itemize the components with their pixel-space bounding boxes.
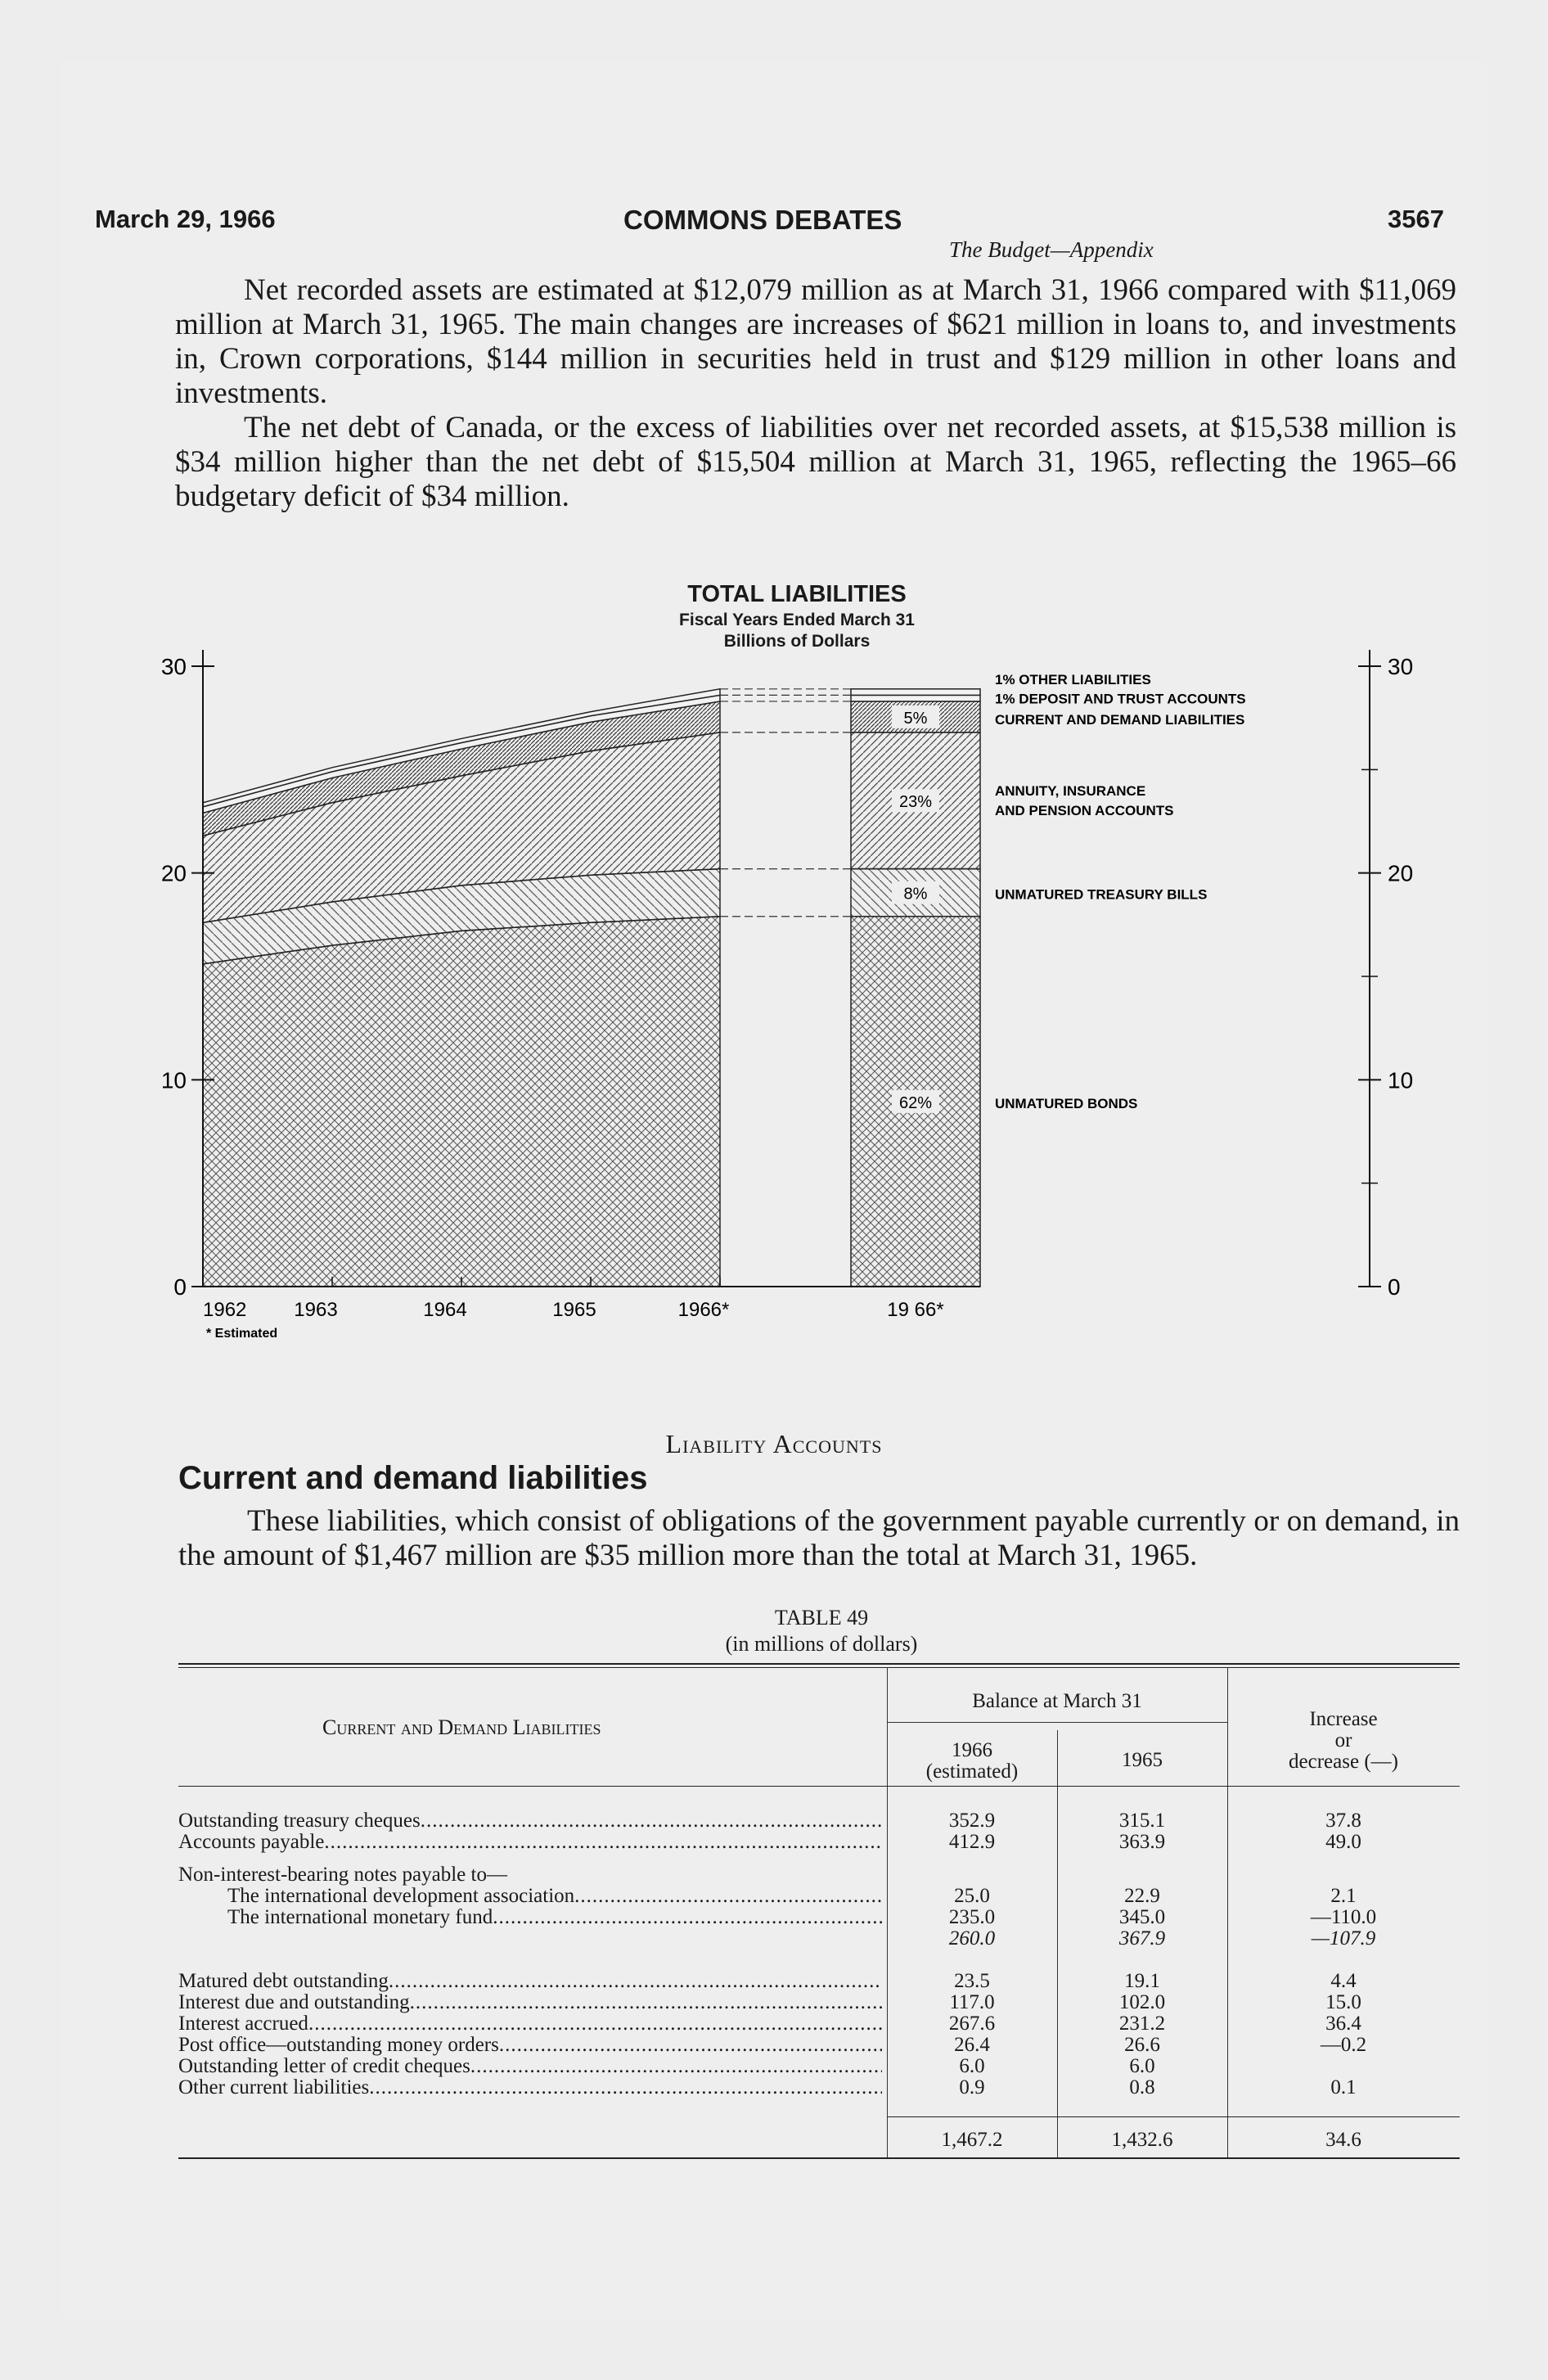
subtotal-1966: 260.0: [948, 1927, 996, 1950]
row-value-1965: 231.2: [1118, 2013, 1166, 2035]
row-label: Outstanding letter of credit cheques: [178, 2056, 470, 2077]
y-tick-label-left: 20: [160, 860, 187, 886]
legend-label: CURRENT AND DEMAND LIABILITIES: [995, 711, 1245, 728]
table-rule-head: [178, 1786, 1460, 1787]
row-value-change: 2.1: [1330, 1885, 1357, 1907]
percent-label: 5%: [903, 709, 928, 728]
row-label: Post office—outstanding money orders: [178, 2035, 499, 2056]
row-value-change: 4.4: [1330, 1970, 1357, 1992]
row-value-1966: 267.6: [948, 2013, 996, 2035]
table-group-header: Balance at March 31: [972, 1690, 1142, 1712]
row-value-1966: 352.9: [948, 1810, 996, 1832]
col-1966-sub: (estimated): [925, 1760, 1019, 1783]
row-label: The international development association: [227, 1886, 575, 1907]
percent-label: 23%: [898, 793, 933, 812]
table-row: [178, 1992, 882, 2013]
legend-label: ANNUITY, INSURANCE: [995, 783, 1146, 800]
table-row: [178, 2077, 882, 2098]
section-heading: Current and demand liabilities: [178, 1460, 648, 1496]
bar-1966-label: 19 66*: [887, 1299, 944, 1321]
y-tick-label-right: 10: [1388, 1067, 1414, 1093]
row-value-1965: 345.0: [1118, 1906, 1166, 1928]
legend-label: 1% DEPOSIT AND TRUST ACCOUNTS: [995, 691, 1246, 707]
x-tick-label: 1963: [294, 1299, 338, 1321]
row-value-1965: 315.1: [1118, 1810, 1166, 1832]
subtotal-change: —107.9: [1311, 1927, 1376, 1950]
table-rule-bottom: [178, 2157, 1460, 2159]
row-label: The international monetary fund: [227, 1907, 493, 1928]
row-value-1966: 0.9: [959, 2076, 985, 2098]
chart-footnote: * Estimated: [206, 1327, 278, 1341]
row-value-1965: 19.1: [1124, 1970, 1160, 1992]
percent-label: 8%: [903, 885, 928, 904]
x-tick-label: 1962: [203, 1299, 247, 1321]
row-value-1965: 102.0: [1118, 1991, 1166, 2013]
table-row: [227, 1886, 882, 1907]
row-value-1965: 0.8: [1129, 2076, 1155, 2098]
paragraph-net-debt: The net debt of Canada, or the excess of liabilities over net recorded assets, at $15,538 million is $34 million higher than the net debt of $15,504 million at March 31, 1965, reflecting the 1965–66 budgetary deficit of $34 million.: [175, 411, 1456, 513]
row-label: Interest accrued: [178, 2013, 308, 2035]
table-row: [178, 2013, 882, 2035]
section-text: These liabilities, which consist of obligations of the government payable currently or on demand, in the amount of $1,467 million are $35 million more than the total at March 31, 1965.: [178, 1504, 1460, 1572]
row-value-change: 37.8: [1325, 1810, 1361, 1832]
col-change-2: or: [1334, 1729, 1352, 1751]
x-tick-label: 1965: [552, 1299, 596, 1321]
row-label: Accounts payable: [178, 1832, 325, 1853]
col-change-3: decrease (—): [1289, 1751, 1398, 1773]
subtotal-1965: 367.9: [1118, 1927, 1166, 1950]
table-rule-top-2: [178, 1667, 1460, 1668]
percent-label: 62%: [898, 1093, 933, 1112]
col-1965: 1965: [1122, 1749, 1163, 1771]
row-value-1966: 412.9: [948, 1831, 996, 1853]
table-row: [178, 2035, 882, 2056]
row-value-1966: 25.0: [954, 1885, 990, 1907]
chart-units: Billions of Dollars: [723, 632, 871, 651]
row-value-1966: 235.0: [948, 1906, 996, 1928]
row-value-1966: 6.0: [959, 2055, 985, 2077]
row-label: Other current liabilities: [178, 2077, 370, 2098]
row-value-1965: 26.6: [1124, 2034, 1160, 2056]
row-value-change: —110.0: [1310, 1906, 1377, 1928]
chart-title: TOTAL LIABILITIES: [687, 581, 907, 607]
row-value-1966: 117.0: [949, 1991, 995, 2013]
row-value-change: 15.0: [1325, 1991, 1361, 2013]
page: [61, 61, 1487, 2319]
row-value-change: 49.0: [1325, 1831, 1361, 1853]
bar-1966-deposit-and-trust-accounts: [851, 695, 980, 701]
legend-label: AND PENSION ACCOUNTS: [995, 803, 1174, 819]
row-value-change: 36.4: [1325, 2013, 1361, 2035]
table-row-header: Current and Demand Liabilities: [322, 1715, 601, 1739]
table-row: [178, 1810, 882, 1832]
row-label: Matured debt outstanding: [178, 1971, 389, 1992]
y-tick-label-left: 30: [160, 654, 187, 679]
total-change: 34.6: [1325, 2129, 1361, 2151]
header-date: March 29, 1966: [95, 205, 276, 233]
row-value-change: —0.2: [1320, 2034, 1367, 2056]
header-title: COMMONS DEBATES: [623, 205, 902, 235]
row-value-1965: 22.9: [1124, 1885, 1160, 1907]
col-1966: 1966: [952, 1739, 992, 1761]
running-head: The Budget—Appendix: [949, 237, 1154, 262]
x-tick-label: 1964: [423, 1299, 467, 1321]
row-value-change: 0.1: [1330, 2076, 1357, 2098]
y-tick-label-right: 20: [1388, 860, 1414, 886]
row-value-1966: 26.4: [954, 2034, 990, 2056]
table-rule-total: [887, 2116, 1460, 2117]
table-row: [227, 1907, 882, 1928]
legend-label: 1% OTHER LIABILITIES: [995, 671, 1151, 687]
table-row: [178, 1971, 882, 1992]
legend-label: UNMATURED BONDS: [995, 1095, 1138, 1111]
section-small-caps: Liability Accounts: [665, 1429, 883, 1458]
x-tick-label: 1966*: [677, 1299, 730, 1321]
row-value-1965: 6.0: [1129, 2055, 1155, 2077]
table-row: [178, 1832, 882, 1853]
area-unmatured-bonds: [203, 917, 720, 1287]
total-1965: 1,432.6: [1111, 2129, 1173, 2151]
table-title: TABLE 49: [774, 1606, 869, 1629]
y-tick-label-right: 0: [1388, 1274, 1401, 1300]
table-rule-group: [887, 1722, 1227, 1723]
y-tick-label-left: 10: [160, 1067, 187, 1093]
y-tick-label-right: 30: [1388, 654, 1414, 679]
paragraph-net-assets: Net recorded assets are estimated at $12,079 million as at March 31, 1966 compared with $11,069 million at March 31, 1965. The main changes are increases of $621 million in loans to, and investments in, Crown corporations, $144 million in securities held in trust and $129 million in other loans and investments.: [175, 273, 1456, 410]
row-label: Interest due and outstanding: [178, 1992, 410, 2013]
legend-label: UNMATURED TREASURY BILLS: [995, 886, 1208, 903]
col-change: Increase: [1309, 1708, 1378, 1730]
total-1966: 1,467.2: [941, 2129, 1003, 2151]
table-row-group-label: Non-interest-bearing notes payable to—: [178, 1864, 507, 1886]
bar-1966-other-liabilities: [851, 689, 980, 696]
table-row: [178, 2056, 882, 2077]
y-tick-label-left: 0: [173, 1274, 187, 1300]
page-number: 3567: [1388, 205, 1444, 233]
row-value-1966: 23.5: [954, 1970, 990, 1992]
table-subtitle: (in millions of dollars): [725, 1632, 918, 1656]
row-value-1965: 363.9: [1118, 1831, 1166, 1853]
chart-subtitle: Fiscal Years Ended March 31: [679, 611, 915, 629]
table-rule-top: [178, 1663, 1460, 1665]
row-label: Outstanding treasury cheques: [178, 1810, 421, 1832]
